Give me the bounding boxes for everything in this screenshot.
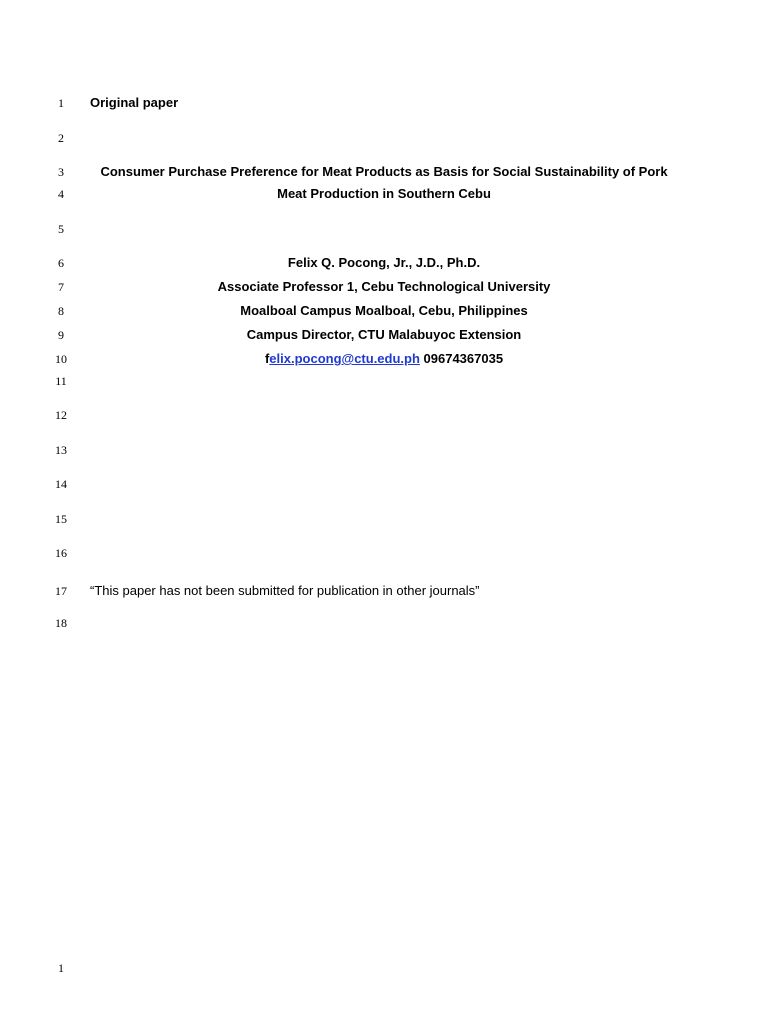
line-number: 5: [58, 222, 64, 236]
line-number: 11: [55, 374, 67, 388]
author-contact: [0, 351, 768, 367]
line-number: 10: [55, 352, 67, 366]
phone-number: 09674367035: [419, 351, 504, 366]
line-number: 9: [58, 328, 64, 342]
line-number: 17: [55, 584, 67, 598]
author-name: Felix Q. Pocong, Jr., J.D., Ph.D.: [287, 255, 481, 270]
author-campus: Moalboal Campus Moalboal, Cebu, Philippines: [240, 303, 528, 318]
line-number: 18: [55, 616, 67, 630]
line-number: 3: [58, 165, 64, 179]
submission-statement: “This paper has not been submitted for publication in other journals”: [90, 583, 480, 598]
line-number: 13: [55, 443, 67, 457]
line-number: 14: [55, 477, 67, 491]
line-number: 2: [58, 131, 64, 145]
line-number: 7: [58, 280, 64, 294]
line-number: 1: [58, 96, 64, 110]
page-number: 1: [58, 961, 64, 975]
paper-type-heading: Original paper: [90, 95, 179, 110]
line-number: 6: [58, 256, 64, 270]
email-prefix: f: [264, 351, 270, 366]
line-number: 16: [55, 546, 67, 560]
paper-title-line-2: Meat Production in Southern Cebu: [277, 186, 491, 201]
author-position: Associate Professor 1, Cebu Technological University: [217, 279, 551, 294]
line-number: 8: [58, 304, 64, 318]
paper-title-line-1: Consumer Purchase Preference for Meat Products as Basis for Social Sustainability of Pork: [100, 164, 668, 179]
email-link[interactable]: elix.pocong@ctu.edu.ph: [269, 351, 420, 366]
line-number: 15: [55, 512, 67, 526]
author-role: Campus Director, CTU Malabuyoc Extension: [246, 327, 522, 342]
line-number: 4: [58, 187, 64, 201]
line-number: 12: [55, 408, 67, 422]
